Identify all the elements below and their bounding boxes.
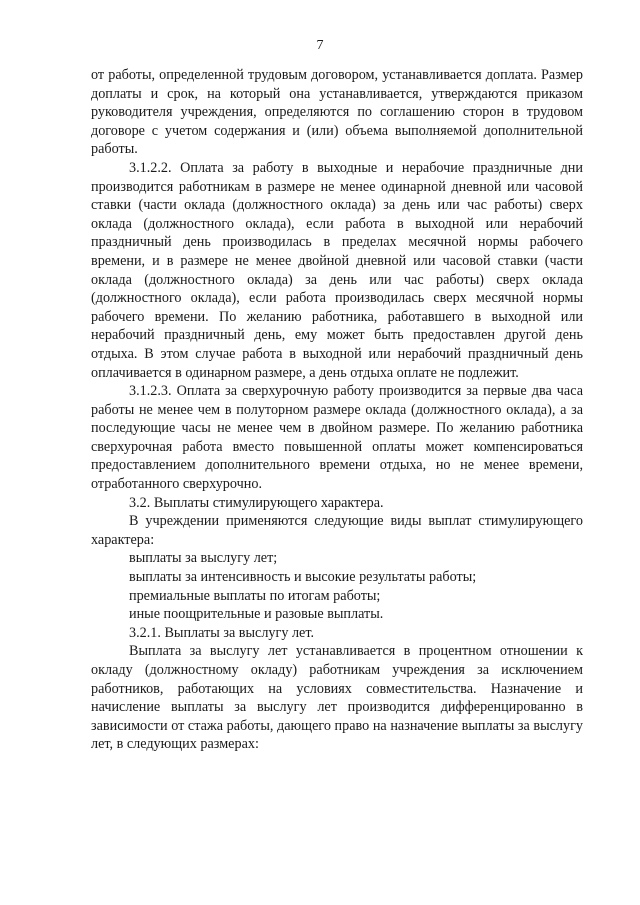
list-item: выплаты за интенсивность и высокие результаты работы; xyxy=(129,569,477,586)
paragraph: Выплата за выслугу лет устанавливается в процентном отношении к окладу (должностному окладу) работникам учреждения за исключением работников, работающих на условиях совместительства. Назначение и начисление выплаты за выслугу лет производится дифференцированно в зависимости от стажа работы, дающего право на назначение выплаты за выслугу лет, в следующих размерах: xyxy=(91,643,583,753)
page-number: 7 xyxy=(316,38,324,53)
section-heading: 3.2.1. Выплаты за выслугу лет. xyxy=(129,624,315,641)
paragraph: 3.1.2.2. Оплата за работу в выходные и нерабочие праздничные дни производится работникам в размере не менее одинарной дневной или часовой ставки (части оклада (должностного оклада) за день или час работы) сверх оклада (должностного оклада), если работа в выходной или нерабочий праздничный день производилась в пределах месячной нормы рабочего времени, и в размере не менее двойной дневной или часовой ставки (части оклада (должностного оклада) за день или час работы) сверх оклада (должностного оклада), если работа производилась сверх месячной нормы рабочего времени. По желанию работника, работавшего в выходной или нерабочий праздничный день, ему может быть предоставлен другой день отдыха. В этом случае работа в выходной или нерабочий праздничный день оплачивается в одинарном размере, а день отдыха оплате не подлежит. xyxy=(91,159,583,381)
list-item: выплаты за выслугу лет; xyxy=(129,550,278,567)
section-heading: 3.2. Выплаты стимулирующего характера. xyxy=(129,494,384,511)
paragraph: от работы, определенной трудовым договором, устанавливается доплата. Размер доплаты и срок, на который она устанавливается, утверждаются приказом руководителя учреждения, определяются по соглашению сторон в трудовом договоре с учетом содержания и (или) объема выполняемой дополнительной работы. xyxy=(91,67,583,158)
list-item: иные поощрительные и разовые выплаты. xyxy=(129,606,384,623)
document-body xyxy=(91,66,583,754)
paragraph: 3.1.2.3. Оплата за сверхурочную работу производится за первые два часа работы не менее чем в полуторном размере оклада (должностного оклада), а за последующие часы не менее чем в двойном размере. По желанию работника сверхурочная работа вместо повышенной оплаты может компенсироваться предоставлением дополнительного времени отдыха, но не менее времени, отработанного сверхурочно. xyxy=(91,383,583,493)
list-item: премиальные выплаты по итогам работы; xyxy=(129,587,381,604)
paragraph: В учреждении применяются следующие виды выплат стимулирующего характера: xyxy=(91,513,583,548)
